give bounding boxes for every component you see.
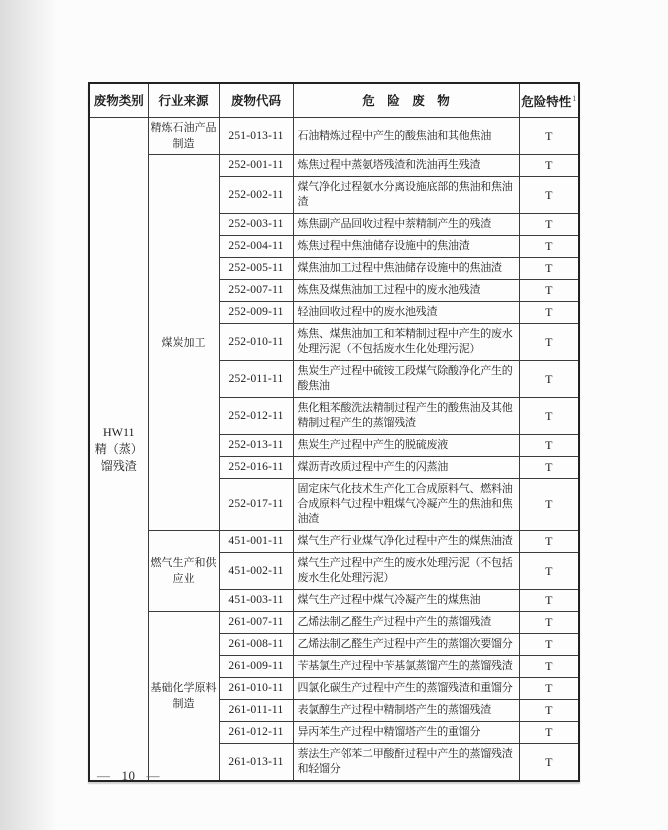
waste-code-cell: 261-010-11: [219, 678, 293, 700]
waste-description-cell: 煤气生产过程中产生的废水处理污泥（不包括废水生化处理污泥）: [293, 553, 519, 590]
waste-code-cell: 261-013-11: [219, 744, 293, 782]
hazard-property-superscript: 1: [572, 94, 577, 103]
hazard-property-cell: T: [519, 678, 579, 700]
waste-description-cell: 炼焦过程中蒸氨塔残渣和洗油再生残渣: [293, 155, 519, 177]
hazard-property-cell: T: [519, 361, 579, 398]
hazard-property-cell: T: [519, 118, 579, 155]
waste-description-cell: 煤气生产过程中煤气冷凝产生的煤焦油: [293, 590, 519, 612]
hazard-property-cell: T: [519, 236, 579, 258]
industry-source-cell: 精炼石油产品制造: [148, 118, 219, 155]
hazard-property-cell: T: [519, 302, 579, 324]
waste-description-cell: 炼焦过程中焦油储存设施中的焦油渣: [293, 236, 519, 258]
header-hazard-property-label: 危险特性: [521, 95, 572, 110]
page-number: [97, 768, 160, 784]
hazard-property-cell: T: [519, 722, 579, 744]
hazard-property-cell: T: [519, 479, 579, 531]
waste-description-cell: 煤气生产行业煤气净化过程中产生的煤焦油渣: [293, 531, 519, 553]
scan-edge-shadow: [0, 0, 58, 830]
waste-code-cell: 252-003-11: [219, 214, 293, 236]
hazard-property-cell: T: [519, 435, 579, 457]
header-waste-code: 废物代码: [219, 83, 293, 118]
hazard-property-cell: T: [519, 744, 579, 782]
waste-description-cell: 焦炭生产过程中硫铵工段煤气除酸净化产生的酸焦油: [293, 361, 519, 398]
waste-code-cell: 251-013-11: [219, 118, 293, 155]
waste-description-cell: 固定床气化技术生产化工合成原料气、燃料油合成原料气过程中粗煤气冷凝产生的焦油和焦油渣: [293, 479, 519, 531]
hazard-property-cell: T: [519, 553, 579, 590]
waste-code-cell: 252-002-11: [219, 177, 293, 214]
waste-category-line: HW11: [102, 424, 135, 439]
hazard-property-cell: T: [519, 590, 579, 612]
waste-code-cell: 252-010-11: [219, 324, 293, 361]
waste-category-cell: [89, 118, 148, 782]
hazard-property-cell: T: [519, 612, 579, 634]
waste-code-cell: 252-011-11: [219, 361, 293, 398]
hazardous-waste-table: [88, 82, 580, 782]
waste-description-cell: 炼焦及煤焦油加工过程中的废水池残渣: [293, 280, 519, 302]
waste-description-cell: 炼焦、煤焦油加工和苯精制过程中产生的废水处理污泥（不包括废水生化处理污泥）: [293, 324, 519, 361]
waste-code-cell: 252-007-11: [219, 280, 293, 302]
waste-description-cell: 煤焦油加工过程中焦油储存设施中的焦油渣: [293, 258, 519, 280]
waste-description-cell: 焦炭生产过程中产生的脱硫废液: [293, 435, 519, 457]
waste-description-cell: 四氯化碳生产过程中产生的蒸馏残渣和重馏分: [293, 678, 519, 700]
waste-description-cell: 表氯醇生产过程中精制塔产生的蒸馏残渣: [293, 700, 519, 722]
hazard-property-cell: T: [519, 700, 579, 722]
waste-description-cell: 乙烯法制乙醛生产过程中产生的蒸馏残渣: [293, 612, 519, 634]
waste-category-line: 精（蒸）: [94, 441, 143, 456]
header-hazard-property: [519, 83, 579, 118]
waste-description-cell: 炼焦副产品回收过程中萘精制产生的残渣: [293, 214, 519, 236]
industry-source-cell: 煤炭加工: [148, 155, 219, 531]
waste-description-cell: 轻油回收过程中的废水池残渣: [293, 302, 519, 324]
hazard-property-cell: T: [519, 177, 579, 214]
waste-description-cell: 苄基氯生产过程中苄基氯蒸馏产生的蒸馏残渣: [293, 656, 519, 678]
waste-code-cell: 261-012-11: [219, 722, 293, 744]
header-hazardous-waste: 危 险 废 物: [293, 83, 519, 118]
hazard-property-cell: T: [519, 324, 579, 361]
waste-description-cell: 焦化粗苯酸洗法精制过程产生的酸焦油及其他精制过程产生的蒸馏残渣: [293, 398, 519, 435]
waste-code-cell: 451-003-11: [219, 590, 293, 612]
waste-description-cell: 煤气净化过程氨水分离设施底部的焦油和焦油渣: [293, 177, 519, 214]
hazard-property-cell: T: [519, 656, 579, 678]
footer-dash-right: —: [146, 768, 160, 783]
waste-code-cell: 252-005-11: [219, 258, 293, 280]
hazard-property-cell: T: [519, 634, 579, 656]
waste-code-cell: 252-012-11: [219, 398, 293, 435]
hazard-property-cell: T: [519, 280, 579, 302]
waste-description-cell: 萘法生产邻苯二甲酸酐过程中产生的蒸馏残渣和轻馏分: [293, 744, 519, 782]
waste-description-cell: 石油精炼过程中产生的酸焦油和其他焦油: [293, 118, 519, 155]
waste-code-cell: 252-009-11: [219, 302, 293, 324]
table-row: [89, 612, 579, 634]
header-waste-category: 废物类别: [89, 83, 148, 118]
waste-code-cell: 252-004-11: [219, 236, 293, 258]
table-header-row: [89, 83, 579, 118]
waste-description-cell: 煤沥青改质过程中产生的闪蒸油: [293, 457, 519, 479]
footer-page-number: 10: [121, 768, 136, 783]
hazard-property-cell: T: [519, 398, 579, 435]
table-row: [89, 531, 579, 553]
table-row: [89, 155, 579, 177]
waste-code-cell: 252-013-11: [219, 435, 293, 457]
hazard-property-cell: T: [519, 457, 579, 479]
waste-category-line: 馏残渣: [100, 458, 137, 473]
hazard-property-cell: T: [519, 258, 579, 280]
waste-description-cell: 异丙苯生产过程中精馏塔产生的重馏分: [293, 722, 519, 744]
waste-code-cell: 252-001-11: [219, 155, 293, 177]
header-industry-source: 行业来源: [148, 83, 219, 118]
table-body: [89, 118, 579, 782]
industry-source-cell: 燃气生产和供应业: [148, 531, 219, 612]
waste-code-cell: 252-017-11: [219, 479, 293, 531]
waste-code-cell: 252-016-11: [219, 457, 293, 479]
waste-description-cell: 乙烯法制乙醛生产过程中产生的蒸馏次要馏分: [293, 634, 519, 656]
table-row: [89, 118, 579, 155]
waste-code-cell: 261-009-11: [219, 656, 293, 678]
footer-dash-left: —: [97, 768, 111, 783]
industry-source-cell: 基础化学原料制造: [148, 612, 219, 782]
waste-code-cell: 451-001-11: [219, 531, 293, 553]
hazard-property-cell: T: [519, 214, 579, 236]
waste-code-cell: 451-002-11: [219, 553, 293, 590]
waste-code-cell: 261-007-11: [219, 612, 293, 634]
waste-code-cell: 261-008-11: [219, 634, 293, 656]
hazard-property-cell: T: [519, 155, 579, 177]
waste-code-cell: 261-011-11: [219, 700, 293, 722]
hazard-property-cell: T: [519, 531, 579, 553]
